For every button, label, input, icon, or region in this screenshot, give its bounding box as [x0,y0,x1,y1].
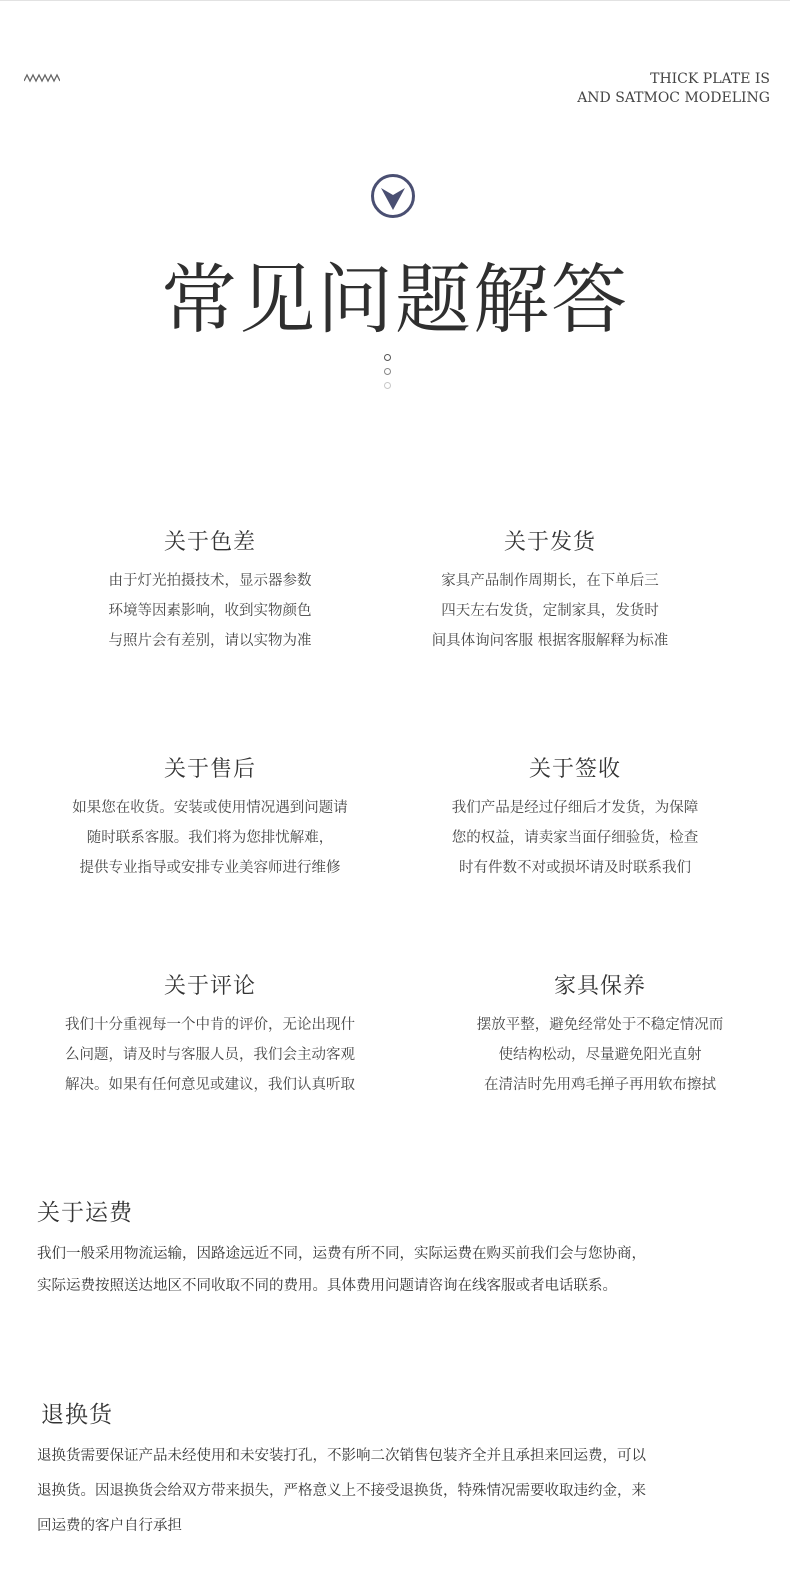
faq-line: 时有件数不对或损坏请及时联系我们 [459,860,691,876]
brand-line-1: THICK PLATE IS [650,71,770,87]
faq-line: 家具产品制作周期长，在下单后三 [441,573,659,589]
section-title: 关于运费 [37,1200,133,1226]
faq-body [400,566,700,656]
faq-body [40,793,380,883]
section-line: 我们一般采用物流运输，因路途远近不同，运费有所不同，实际运费在购买前我们会与您协商， [37,1246,646,1262]
faq-line: 么问题，请及时与客服人员，我们会主动客观 [65,1047,355,1063]
faq-title: 关于评论 [163,974,256,999]
page-title: 常见问题解答 [161,255,629,344]
faq-title: 关于色差 [163,530,256,555]
faq-furniture-care [440,972,760,1100]
faq-line: 与照片会有差别，请以实物为准 [108,633,312,649]
shipping-fee-section [37,1198,767,1302]
faq-receipt [420,755,730,883]
faq-line: 摆放平整，避免经常处于不稳定情况而 [476,1017,724,1033]
faq-after-sales [40,755,380,883]
faq-reviews [30,972,390,1100]
faq-line: 我们十分重视每一个中肯的评价，无论出现什 [65,1017,355,1033]
scroll-indicator [384,354,391,396]
faq-title: 关于售后 [163,757,256,782]
faq-line: 环境等因素影响，收到实物颜色 [108,603,312,619]
faq-line: 随时联系客服。我们将为您排忧解难， [86,830,334,846]
section-body [37,1238,767,1302]
faq-title: 关于发货 [503,530,596,555]
faq-line: 间具体询问客服 根据客服解释为标准 [431,633,669,649]
faq-line: 使结构松动，尽量避免阳光直射 [498,1047,702,1063]
zigzag-icon [24,73,60,83]
faq-line: 如果您在收货。安装或使用情况遇到问题请 [72,800,348,816]
faq-title: 家具保养 [553,974,646,999]
returns-section [37,1400,767,1544]
section-title: 退换货 [41,1402,113,1428]
section-line: 退换货需要保证产品未经使用和未安装打孔，不影响二次销售包装齐全并且承担来回运费，可以 [37,1448,646,1464]
faq-body [30,1010,390,1100]
section-line: 实际运费按照送达地区不同收取不同的费用。具体费用问题请咨询在线客服或者电话联系。 [37,1278,617,1294]
faq-line: 解决。如果有任何意见或建议，我们认真听取 [65,1077,355,1093]
section-line: 回运费的客户自行承担 [37,1518,182,1534]
faq-line: 由于灯光拍摄技术，显示器参数 [108,573,312,589]
faq-body [420,793,730,883]
scroll-dot [384,382,391,389]
faq-line: 四天左右发货，定制家具，发货时 [441,603,659,619]
faq-shipping-time [400,528,700,656]
scroll-dot [384,368,391,375]
scroll-dot [384,354,391,361]
faq-body [440,1010,760,1100]
brand-text [577,70,770,108]
faq-color-difference [60,528,360,656]
faq-title: 关于签收 [528,757,621,782]
faq-line: 您的权益，请卖家当面仔细验货，检查 [451,830,699,846]
brand-line-2: AND SATMOC MODELING [577,90,770,106]
faq-body [60,566,360,656]
top-divider [0,0,790,1]
faq-line: 提供专业指导或安排专业美容师进行维修 [79,860,341,876]
section-body [37,1439,767,1544]
faq-line: 在清洁时先用鸡毛掸子再用软布擦拭 [484,1077,716,1093]
section-line: 退换货。因退换货会给双方带来损失，严格意义上不接受退换货，特殊情况需要收取违约金，来 [37,1483,646,1499]
chevron-down-circle-icon [370,173,416,219]
faq-line: 我们产品是经过仔细后才发货，为保障 [451,800,699,816]
